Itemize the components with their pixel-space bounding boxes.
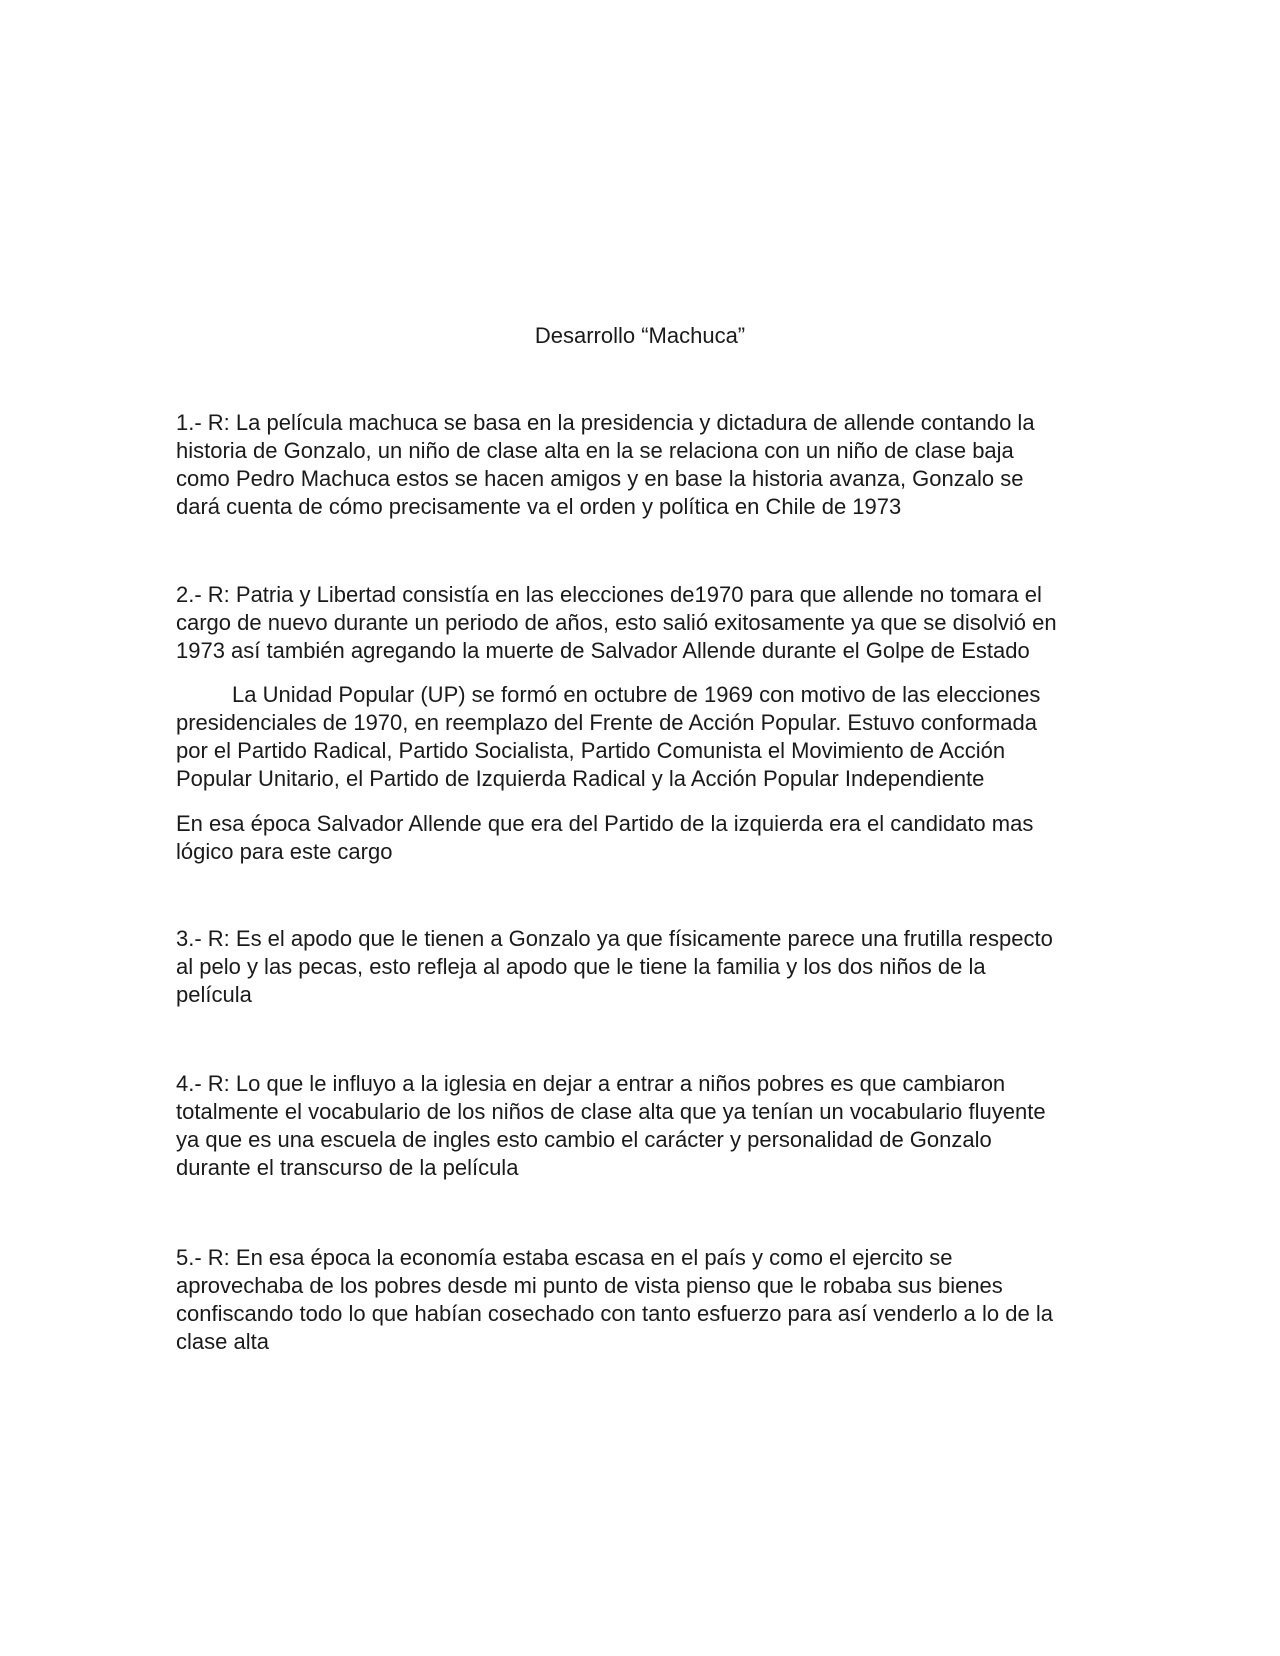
answer-2c-line: En esa época Salvador Allende que era del Partido de la izquierda era el candidato mas [176, 811, 1034, 836]
answer-2-unidad-popular [176, 681, 1106, 793]
answer-2b-line: Popular Unitario, el Partido de Izquierda Radical y la Acción Popular Independiente [176, 766, 985, 791]
answer-1-line: historia de Gonzalo, un niño de clase alta en la se relaciona con un niño de clase baja [176, 438, 1014, 463]
answer-2-line: cargo de nuevo durante un periodo de años, esto salió exitosamente ya que se disolvió en [176, 610, 1057, 635]
answer-5-line: aprovechaba de los pobres desde mi punto de vista pienso que le robaba sus bienes [176, 1273, 1003, 1298]
answer-1 [176, 409, 1106, 521]
answer-2-allende [176, 810, 1106, 866]
answer-2b-line: presidenciales de 1970, en reemplazo del Frente de Acción Popular. Estuvo conformada [176, 710, 1037, 735]
answer-2-line: 2.- R: Patria y Libertad consistía en las elecciones de1970 para que allende no tomara el [176, 582, 1042, 607]
answer-2b-line: La Unidad Popular (UP) se formó en octubre de 1969 con motivo de las elecciones [232, 682, 1041, 707]
answer-5-line: confiscando todo lo que habían cosechado con tanto esfuerzo para así venderlo a lo de la [176, 1301, 1053, 1326]
answer-2-line: 1973 así también agregando la muerte de Salvador Allende durante el Golpe de Estado [176, 638, 1030, 663]
answer-5-line: clase alta [176, 1329, 269, 1354]
answer-4-line: totalmente el vocabulario de los niños de clase alta que ya tenían un vocabulario fluyente [176, 1099, 1046, 1124]
answer-3-line: 3.- R: Es el apodo que le tienen a Gonzalo ya que físicamente parece una frutilla respecto [176, 926, 1053, 951]
answer-4-line: ya que es una escuela de ingles esto cambio el carácter y personalidad de Gonzalo [176, 1127, 992, 1152]
answer-2c-line: lógico para este cargo [176, 839, 393, 864]
answer-5 [176, 1244, 1106, 1356]
answer-1-line: como Pedro Machuca estos se hacen amigos y en base la historia avanza, Gonzalo se [176, 466, 1024, 491]
answer-3-line: al pelo y las pecas, esto refleja al apodo que le tiene la familia y los dos niños de la [176, 954, 986, 979]
document-title: Desarrollo “Machuca” [534, 323, 746, 348]
answer-1-line: dará cuenta de cómo precisamente va el orden y política en Chile de 1973 [176, 494, 902, 519]
answer-4-line: durante el transcurso de la película [176, 1155, 519, 1180]
answer-2 [176, 581, 1106, 665]
answer-3-line: película [176, 982, 252, 1007]
answer-4-line: 4.- R: Lo que le influyo a la iglesia en dejar a entrar a niños pobres es que cambiaron [176, 1071, 1006, 1096]
answer-2b-line: por el Partido Radical, Partido Socialista, Partido Comunista el Movimiento de Acción [176, 738, 1006, 763]
answer-3 [176, 925, 1106, 1009]
answer-5-line: 5.- R: En esa época la economía estaba escasa en el país y como el ejercito se [176, 1245, 953, 1270]
answer-1-line: 1.- R: La película machuca se basa en la presidencia y dictadura de allende contando la [176, 410, 1035, 435]
answer-4 [176, 1070, 1106, 1182]
